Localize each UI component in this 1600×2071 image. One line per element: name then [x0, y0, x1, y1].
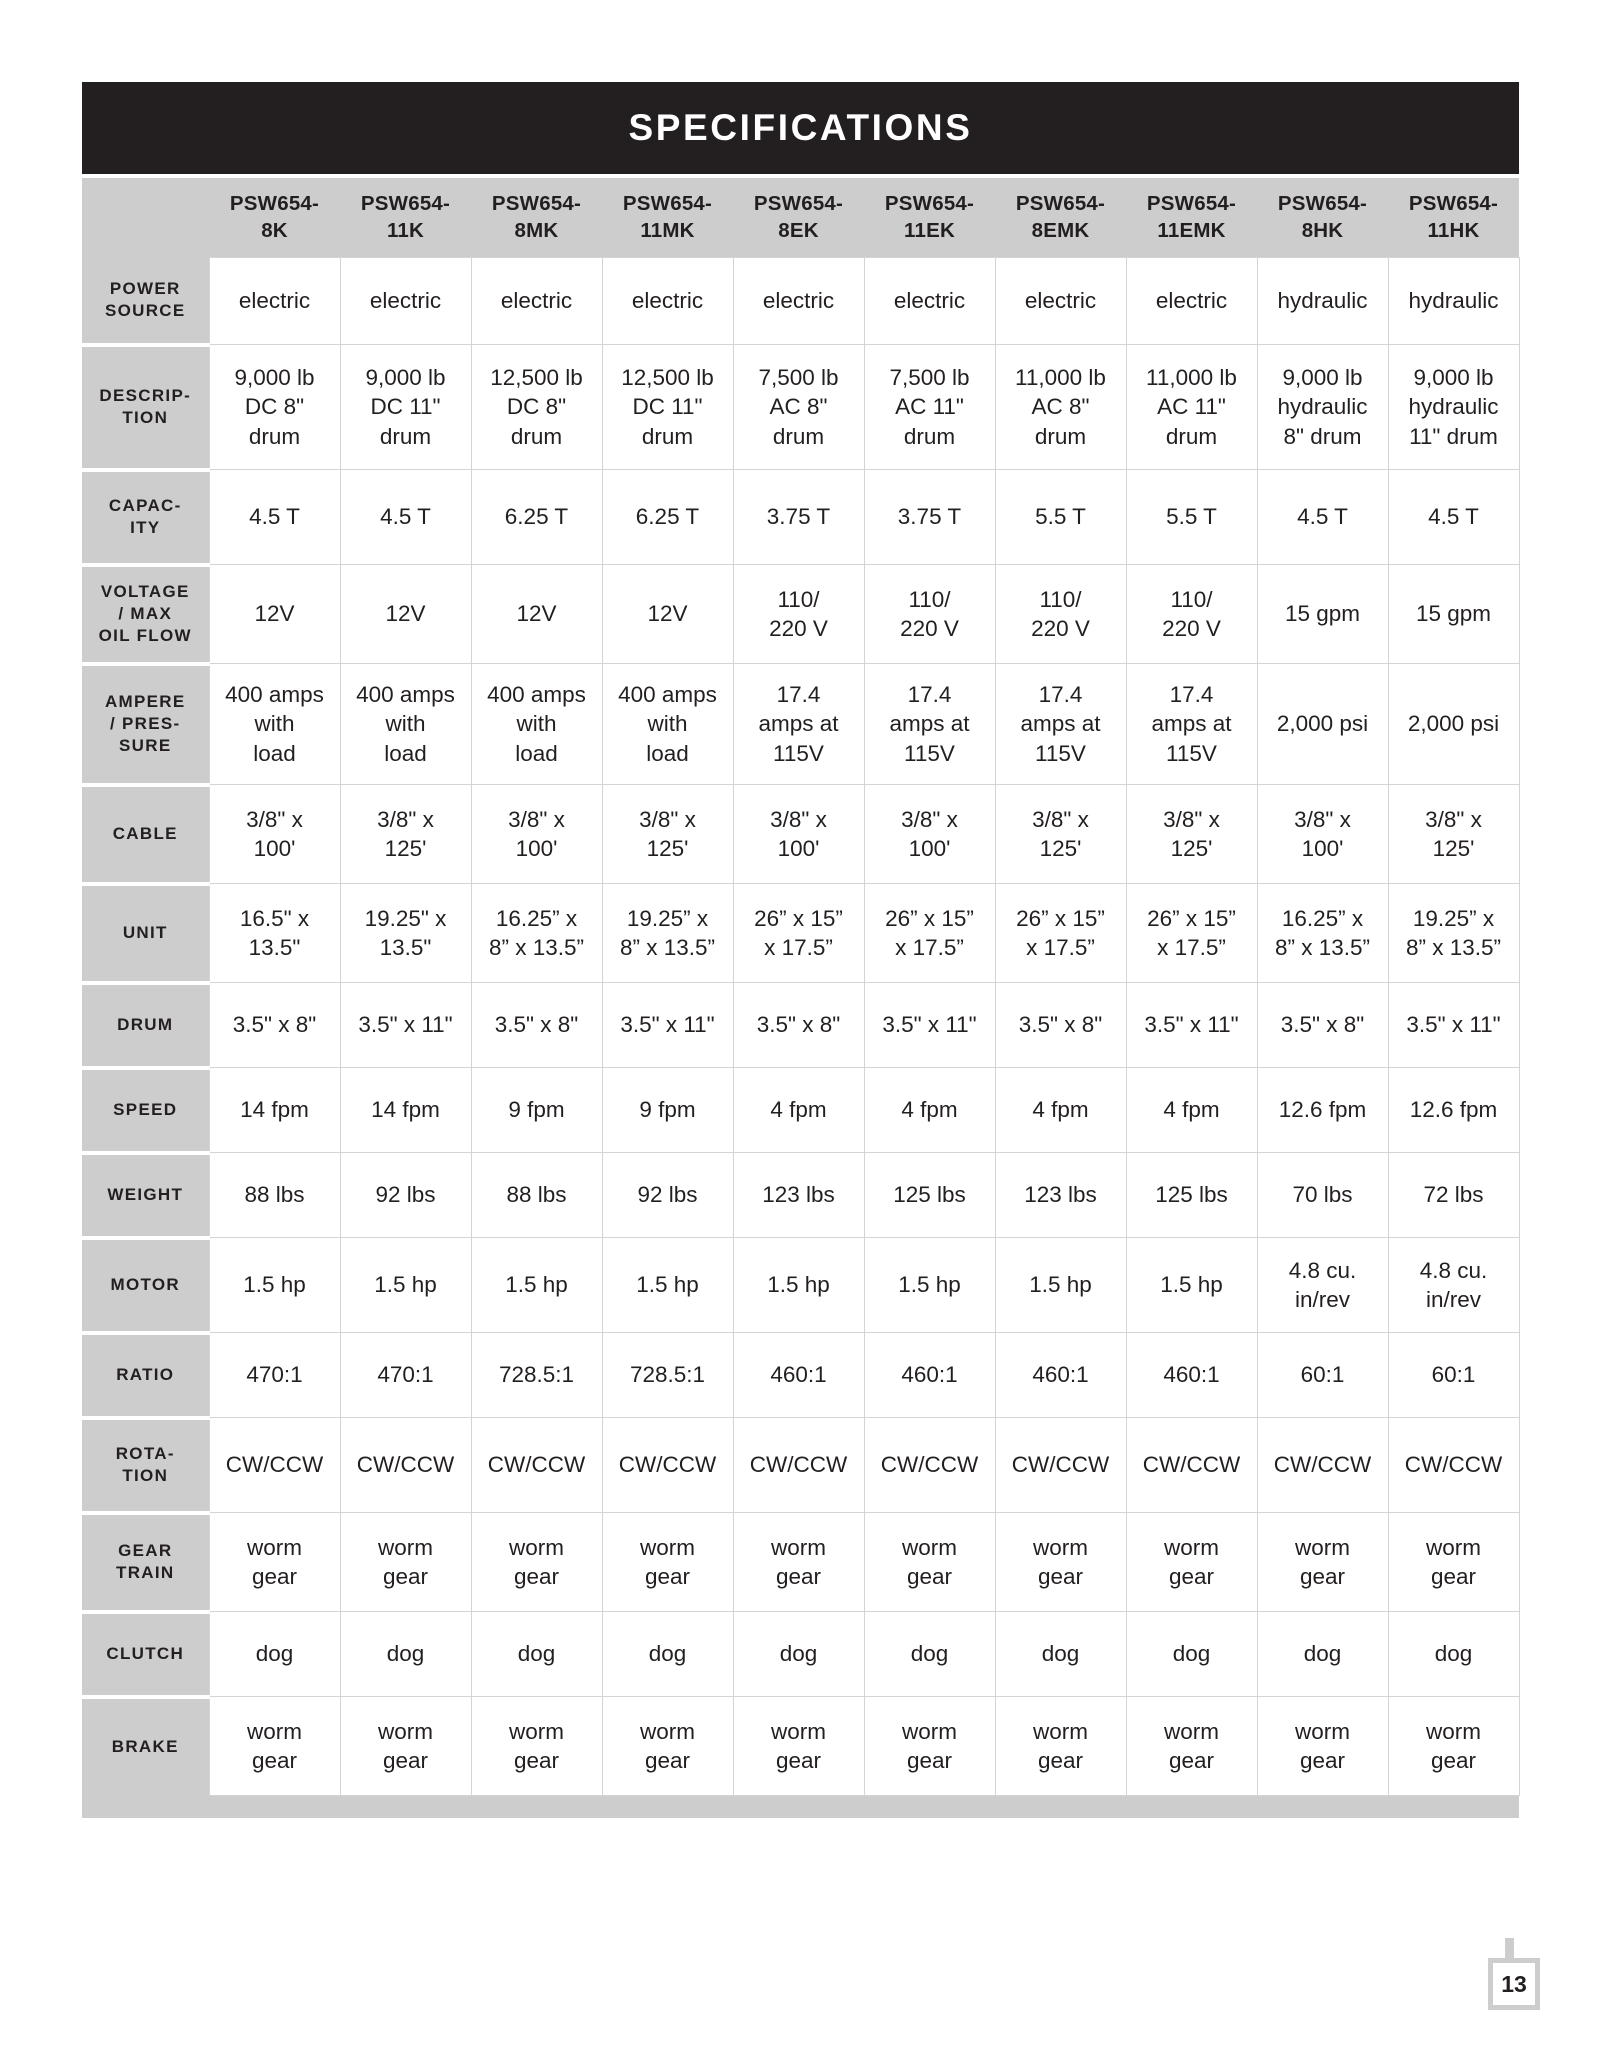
spec-cell: 1.5 hp	[340, 1238, 471, 1333]
spec-cell: 70 lbs	[1257, 1153, 1388, 1238]
spec-cell: 400 amps with load	[602, 664, 733, 785]
spec-cell: worm gear	[733, 1513, 864, 1612]
spec-cell: 92 lbs	[602, 1153, 733, 1238]
spec-cell: 3.5" x 8"	[1257, 983, 1388, 1068]
spec-cell: 9,000 lb DC 8" drum	[209, 345, 340, 470]
spec-cell: 1.5 hp	[995, 1238, 1126, 1333]
page-title: SPECIFICATIONS	[628, 107, 973, 148]
spec-cell: 1.5 hp	[733, 1238, 864, 1333]
spec-cell: 400 amps with load	[471, 664, 602, 785]
spec-cell: 4 fpm	[995, 1068, 1126, 1153]
model-column-header: PSW654- 8HK	[1257, 178, 1388, 258]
row-label: AMPERE / PRES- SURE	[82, 664, 209, 785]
spec-cell: 3.5" x 8"	[471, 983, 602, 1068]
spec-cell: worm gear	[209, 1697, 340, 1796]
spec-cell: dog	[602, 1612, 733, 1697]
spec-cell: 9 fpm	[602, 1068, 733, 1153]
row-label: GEAR TRAIN	[82, 1513, 209, 1612]
spec-cell: electric	[209, 258, 340, 345]
spec-cell: 728.5:1	[471, 1333, 602, 1418]
spec-cell: CW/CCW	[340, 1418, 471, 1513]
model-column-header: PSW654- 11MK	[602, 178, 733, 258]
spec-cell: 1.5 hp	[1126, 1238, 1257, 1333]
spec-cell: 9,000 lb DC 11" drum	[340, 345, 471, 470]
table-row	[82, 1153, 1519, 1238]
spec-cell: 470:1	[340, 1333, 471, 1418]
table-row	[82, 884, 1519, 983]
model-column-header: PSW654- 8EK	[733, 178, 864, 258]
spec-cell: 60:1	[1388, 1333, 1519, 1418]
model-header-row	[82, 178, 1519, 258]
spec-cell: 4 fpm	[733, 1068, 864, 1153]
spec-cell: 16.5" x 13.5"	[209, 884, 340, 983]
spec-cell: 5.5 T	[1126, 470, 1257, 565]
spec-cell: 400 amps with load	[209, 664, 340, 785]
table-row	[82, 345, 1519, 470]
spec-cell: 6.25 T	[602, 470, 733, 565]
spec-cell: dog	[340, 1612, 471, 1697]
spec-cell: electric	[733, 258, 864, 345]
spec-cell: 2,000 psi	[1257, 664, 1388, 785]
spec-cell: 125 lbs	[864, 1153, 995, 1238]
spec-cell: 3/8" x 125'	[1126, 785, 1257, 884]
spec-cell: 3/8" x 100'	[864, 785, 995, 884]
spec-cell: dog	[995, 1612, 1126, 1697]
spec-cell: 26” x 15” x 17.5”	[864, 884, 995, 983]
spec-cell: 728.5:1	[602, 1333, 733, 1418]
spec-cell: 60:1	[1257, 1333, 1388, 1418]
spec-cell: CW/CCW	[1257, 1418, 1388, 1513]
row-label: VOLTAGE / MAX OIL FLOW	[82, 565, 209, 664]
spec-cell: 15 gpm	[1257, 565, 1388, 664]
spec-cell: dog	[1126, 1612, 1257, 1697]
spec-cell: 26” x 15” x 17.5”	[733, 884, 864, 983]
row-label: UNIT	[82, 884, 209, 983]
spec-cell: worm gear	[340, 1513, 471, 1612]
model-column-header: PSW654- 8K	[209, 178, 340, 258]
spec-cell: 460:1	[864, 1333, 995, 1418]
spec-cell: 400 amps with load	[340, 664, 471, 785]
spec-cell: 11,000 lb AC 11" drum	[1126, 345, 1257, 470]
spec-cell: 26” x 15” x 17.5”	[1126, 884, 1257, 983]
spec-cell: CW/CCW	[864, 1418, 995, 1513]
spec-cell: 3.5" x 8"	[209, 983, 340, 1068]
spec-cell: 9 fpm	[471, 1068, 602, 1153]
spec-cell: dog	[1257, 1612, 1388, 1697]
spec-cell: 4 fpm	[864, 1068, 995, 1153]
spec-cell: 88 lbs	[471, 1153, 602, 1238]
spec-cell: worm gear	[864, 1513, 995, 1612]
row-label: DESCRIP- TION	[82, 345, 209, 470]
table-bottom-bar	[82, 1796, 1519, 1818]
spec-cell: 88 lbs	[209, 1153, 340, 1238]
spec-cell: 7,500 lb AC 11" drum	[864, 345, 995, 470]
spec-cell: worm gear	[1388, 1513, 1519, 1612]
spec-cell: 4.8 cu. in/rev	[1257, 1238, 1388, 1333]
spec-cell: 3/8" x 100'	[1257, 785, 1388, 884]
spec-cell: CW/CCW	[995, 1418, 1126, 1513]
spec-cell: CW/CCW	[1388, 1418, 1519, 1513]
spec-cell: 3.75 T	[864, 470, 995, 565]
spec-cell: dog	[733, 1612, 864, 1697]
spec-cell: 14 fpm	[209, 1068, 340, 1153]
spec-cell: worm gear	[602, 1513, 733, 1612]
spec-cell: 4.5 T	[340, 470, 471, 565]
spec-cell: 92 lbs	[340, 1153, 471, 1238]
row-label: WEIGHT	[82, 1153, 209, 1238]
spec-cell: CW/CCW	[209, 1418, 340, 1513]
spec-cell: 12,500 lb DC 11" drum	[602, 345, 733, 470]
spec-cell: 4.5 T	[1257, 470, 1388, 565]
spec-cell: 460:1	[995, 1333, 1126, 1418]
spec-cell: 4.5 T	[209, 470, 340, 565]
spec-cell: 3.5" x 11"	[340, 983, 471, 1068]
table-row	[82, 1612, 1519, 1697]
spec-cell: hydraulic	[1257, 258, 1388, 345]
row-label: CABLE	[82, 785, 209, 884]
table-body	[82, 258, 1519, 1796]
row-label: SPEED	[82, 1068, 209, 1153]
spec-cell: 17.4 amps at 115V	[1126, 664, 1257, 785]
spec-cell: CW/CCW	[602, 1418, 733, 1513]
spec-cell: 123 lbs	[995, 1153, 1126, 1238]
spec-cell: 5.5 T	[995, 470, 1126, 565]
table-header	[82, 178, 1519, 258]
spec-cell: 15 gpm	[1388, 565, 1519, 664]
spec-cell: electric	[995, 258, 1126, 345]
spec-cell: hydraulic	[1388, 258, 1519, 345]
spec-cell: worm gear	[995, 1697, 1126, 1796]
table-row	[82, 1238, 1519, 1333]
spec-cell: 3.5" x 8"	[733, 983, 864, 1068]
spec-cell: 4 fpm	[1126, 1068, 1257, 1153]
spec-cell: 3.5" x 8"	[995, 983, 1126, 1068]
table-row	[82, 1068, 1519, 1153]
row-label: CLUTCH	[82, 1612, 209, 1697]
spec-cell: 26” x 15” x 17.5”	[995, 884, 1126, 983]
row-label: BRAKE	[82, 1697, 209, 1796]
spec-cell: worm gear	[733, 1697, 864, 1796]
spec-cell: worm gear	[602, 1697, 733, 1796]
spec-cell: dog	[864, 1612, 995, 1697]
spec-cell: 3.5" x 11"	[602, 983, 733, 1068]
spec-cell: 12,500 lb DC 8" drum	[471, 345, 602, 470]
spec-cell: 16.25” x 8” x 13.5”	[1257, 884, 1388, 983]
table-row	[82, 785, 1519, 884]
spec-cell: 12V	[602, 565, 733, 664]
model-column-header: PSW654- 8EMK	[995, 178, 1126, 258]
spec-cell: worm gear	[209, 1513, 340, 1612]
spec-cell: 9,000 lb hydraulic 11" drum	[1388, 345, 1519, 470]
spec-cell: 110/ 220 V	[864, 565, 995, 664]
spec-cell: 6.25 T	[471, 470, 602, 565]
spec-cell: 14 fpm	[340, 1068, 471, 1153]
table-row	[82, 1418, 1519, 1513]
spec-cell: 460:1	[733, 1333, 864, 1418]
table-row	[82, 565, 1519, 664]
spec-cell: dog	[1388, 1612, 1519, 1697]
spec-cell: 1.5 hp	[864, 1238, 995, 1333]
table-row	[82, 1333, 1519, 1418]
spec-cell: dog	[209, 1612, 340, 1697]
model-column-header: PSW654- 11HK	[1388, 178, 1519, 258]
specifications-table	[82, 178, 1520, 1796]
spec-cell: worm gear	[864, 1697, 995, 1796]
model-column-header: PSW654- 11EK	[864, 178, 995, 258]
spec-cell: worm gear	[1257, 1697, 1388, 1796]
spec-cell: 470:1	[209, 1333, 340, 1418]
row-label: RATIO	[82, 1333, 209, 1418]
spec-cell: 1.5 hp	[209, 1238, 340, 1333]
row-label: CAPAC- ITY	[82, 470, 209, 565]
row-label: ROTA- TION	[82, 1418, 209, 1513]
spec-cell: 17.4 amps at 115V	[733, 664, 864, 785]
table-row	[82, 470, 1519, 565]
spec-cell: 3.75 T	[733, 470, 864, 565]
spec-cell: 4.5 T	[1388, 470, 1519, 565]
spec-cell: 12V	[471, 565, 602, 664]
spec-cell: 110/ 220 V	[1126, 565, 1257, 664]
spec-cell: 3.5" x 11"	[1388, 983, 1519, 1068]
spec-cell: electric	[864, 258, 995, 345]
spec-cell: 3.5" x 11"	[1126, 983, 1257, 1068]
spec-cell: worm gear	[1126, 1697, 1257, 1796]
spec-cell: 7,500 lb AC 8" drum	[733, 345, 864, 470]
spec-cell: 12.6 fpm	[1257, 1068, 1388, 1153]
spec-cell: worm gear	[471, 1697, 602, 1796]
model-column-header: PSW654- 8MK	[471, 178, 602, 258]
table-row	[82, 1513, 1519, 1612]
spec-cell: 3/8" x 125'	[1388, 785, 1519, 884]
spec-cell: 460:1	[1126, 1333, 1257, 1418]
spec-cell: 4.8 cu. in/rev	[1388, 1238, 1519, 1333]
spec-cell: worm gear	[471, 1513, 602, 1612]
row-label: MOTOR	[82, 1238, 209, 1333]
spec-cell: 12V	[209, 565, 340, 664]
spec-cell: 3/8" x 100'	[209, 785, 340, 884]
spec-cell: CW/CCW	[1126, 1418, 1257, 1513]
spec-cell: electric	[1126, 258, 1257, 345]
table-row	[82, 664, 1519, 785]
spec-cell: 1.5 hp	[602, 1238, 733, 1333]
spec-cell: 3/8" x 125'	[340, 785, 471, 884]
model-column-header: PSW654- 11K	[340, 178, 471, 258]
spec-cell: 17.4 amps at 115V	[864, 664, 995, 785]
spec-cell: dog	[471, 1612, 602, 1697]
spec-cell: electric	[471, 258, 602, 345]
spec-cell: 11,000 lb AC 8" drum	[995, 345, 1126, 470]
spec-cell: 12.6 fpm	[1388, 1068, 1519, 1153]
spec-cell: electric	[602, 258, 733, 345]
spec-cell: 19.25” x 8” x 13.5”	[1388, 884, 1519, 983]
spec-cell: 9,000 lb hydraulic 8" drum	[1257, 345, 1388, 470]
spec-cell: 3/8" x 100'	[471, 785, 602, 884]
spec-cell: worm gear	[1126, 1513, 1257, 1612]
spec-cell: 125 lbs	[1126, 1153, 1257, 1238]
spec-cell: electric	[340, 258, 471, 345]
row-label: DRUM	[82, 983, 209, 1068]
spec-cell: 1.5 hp	[471, 1238, 602, 1333]
spec-cell: worm gear	[340, 1697, 471, 1796]
row-label: POWER SOURCE	[82, 258, 209, 345]
table-row	[82, 983, 1519, 1068]
spec-cell: worm gear	[995, 1513, 1126, 1612]
table-row	[82, 258, 1519, 345]
spec-cell: 3/8" x 125'	[602, 785, 733, 884]
spec-cell: 2,000 psi	[1388, 664, 1519, 785]
spec-cell: 19.25” x 8” x 13.5”	[602, 884, 733, 983]
spec-cell: CW/CCW	[733, 1418, 864, 1513]
spec-cell: 16.25” x 8” x 13.5”	[471, 884, 602, 983]
spec-cell: 3/8" x 100'	[733, 785, 864, 884]
spec-cell: 110/ 220 V	[733, 565, 864, 664]
spec-cell: 3/8" x 125'	[995, 785, 1126, 884]
spec-cell: 110/ 220 V	[995, 565, 1126, 664]
spec-cell: 12V	[340, 565, 471, 664]
spec-cell: worm gear	[1257, 1513, 1388, 1612]
model-column-header: PSW654- 11EMK	[1126, 178, 1257, 258]
page-number: 13	[1488, 1958, 1540, 2010]
spec-cell: 123 lbs	[733, 1153, 864, 1238]
spec-cell: worm gear	[1388, 1697, 1519, 1796]
header-corner-cell	[82, 178, 209, 258]
specifications-title-bar	[82, 82, 1519, 174]
spec-cell: 72 lbs	[1388, 1153, 1519, 1238]
spec-cell: 17.4 amps at 115V	[995, 664, 1126, 785]
spec-cell: 3.5" x 11"	[864, 983, 995, 1068]
spec-cell: 19.25" x 13.5"	[340, 884, 471, 983]
spec-cell: CW/CCW	[471, 1418, 602, 1513]
table-row	[82, 1697, 1519, 1796]
